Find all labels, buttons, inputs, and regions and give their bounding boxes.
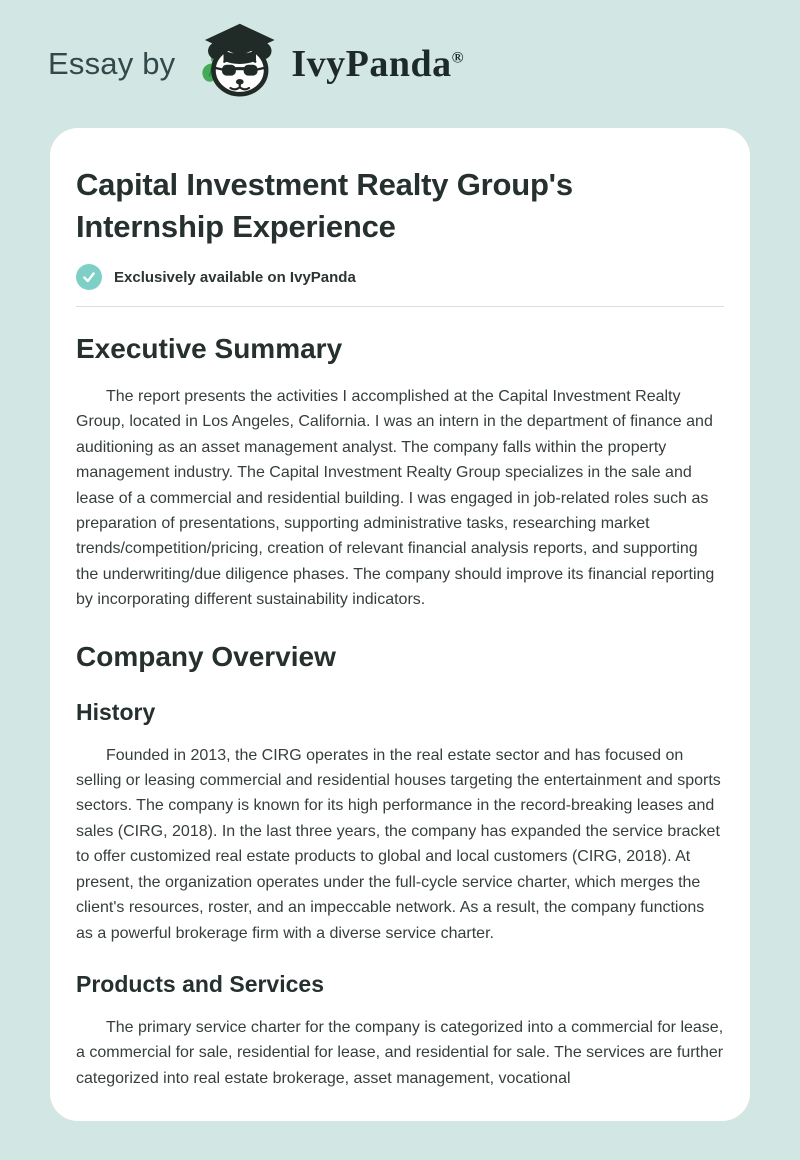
header [0, 0, 800, 128]
divider [76, 306, 724, 307]
paragraph-products-services: The primary service charter for the company is categorized into a commercial for lease, a commercial for sale, residential for lease, and residential for sale. The services are further categorized into real estate brokerage, asset management, vocational [76, 1018, 724, 1087]
check-icon [76, 264, 102, 290]
registered-mark: ® [451, 49, 465, 67]
panda-graduate-icon [191, 18, 287, 110]
paragraph-executive-summary: The report presents the activities I accomplished at the Capital Investment Realty Group, located in Los Angeles, California. I was an intern in the department of finance and auditioning as an asset management analyst. The company falls within the property management industry. The Capital Investment Realty Group specializes in the sale and lease of a commercial and residential building. I was engaged in job-related roles such as preparation of presentations, supporting administrative tasks, researching market trends/competition/pricing, creation of relevant financial analysis reports, and supporting the underwriting/due diligence phases. The company should improve its financial reporting by incorporating different sustainability indicators. [76, 388, 715, 609]
page-title: Capital Investment Realty Group's Internship Experience [76, 167, 573, 244]
paragraph-history: Founded in 2013, the CIRG operates in the real estate sector and has focused on selling or leasing commercial and residential houses targeting the entertainment and sports sectors. The company is known for its high performance in the record-breaking leases and sales (CIRG, 2018). In the last three years, the company has expanded the service bracket to offer customized real estate products to global and local customers (CIRG, 2018). At present, the organization operates under the full-cycle service charter, which merges the client's resources, roster, and an impeccable network. As a result, the company functions as a powerful brokerage firm with a diverse service charter. [76, 746, 721, 942]
heading-executive-summary: Executive Summary [76, 333, 343, 364]
essay-card [50, 128, 750, 1121]
ivypanda-logo-link[interactable] [191, 18, 464, 110]
heading-products-services: Products and Services [76, 970, 324, 997]
heading-history: History [76, 698, 156, 725]
availability-label: Exclusively available on IvyPanda [114, 268, 356, 286]
brand-wordmark: IvyPanda® [291, 43, 465, 85]
essay-by-label: Essay by [48, 46, 176, 81]
availability-badge [76, 264, 724, 290]
heading-company-overview: Company Overview [76, 640, 336, 672]
